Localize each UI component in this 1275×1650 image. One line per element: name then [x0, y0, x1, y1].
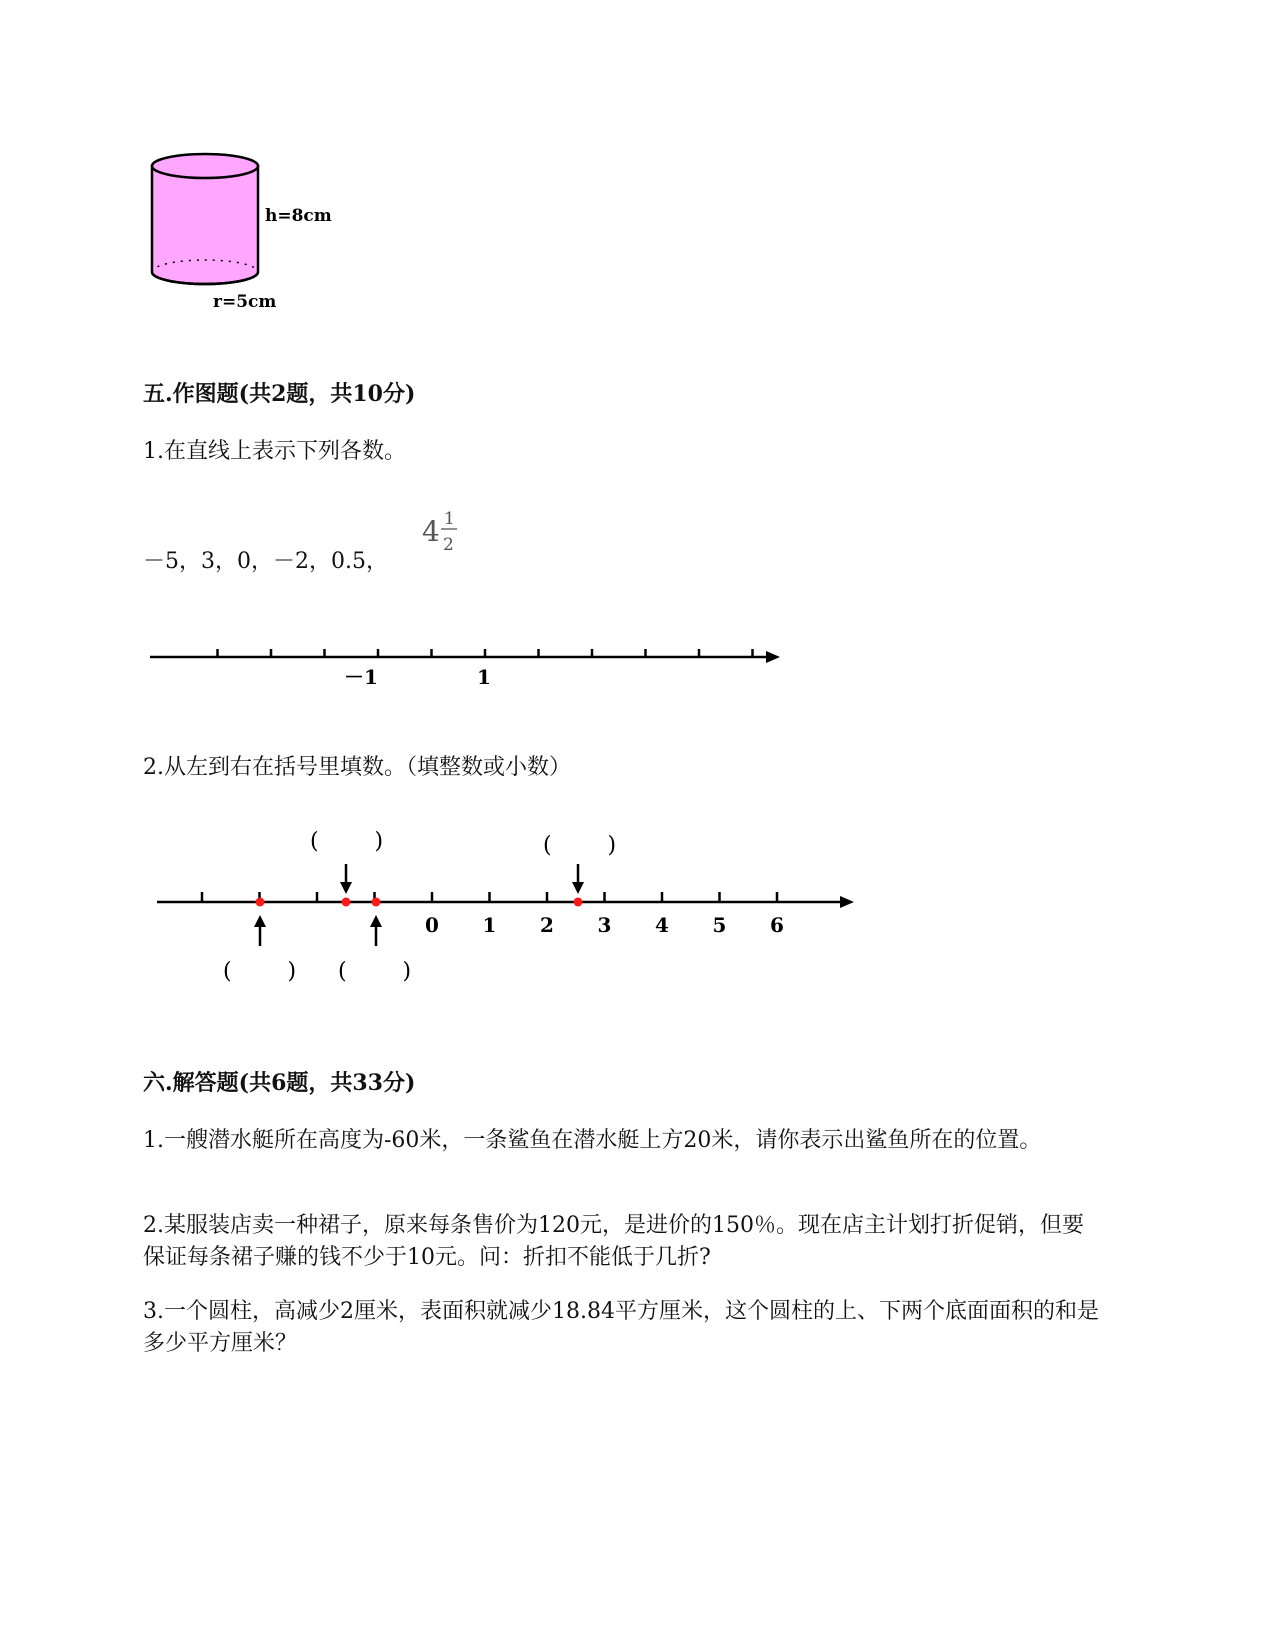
tick-label-neg1: －1 — [344, 665, 378, 689]
tick-label: 6 — [770, 913, 784, 937]
section5-heading: 五.作图题(共2题，共10分) — [143, 381, 416, 407]
number-line-2 — [150, 820, 870, 995]
tick-label-1: 1 — [477, 665, 491, 689]
cylinder-body — [152, 166, 258, 284]
section5-q1-prompt: 1.在直线上表示下列各数。 — [143, 439, 406, 464]
up-arrow-icon — [254, 915, 266, 946]
section5-q2-prompt: 2.从左到右在括号里填数。（填整数或小数） — [143, 755, 571, 780]
tick-label: 2 — [540, 913, 554, 937]
axis-arrow-icon — [766, 651, 780, 663]
down-arrow-icon — [572, 864, 584, 894]
section6-question-2: 2.某服装店卖一种裙子，原来每条售价为120元，是进价的150％。现在店主计划打折促销，但要保证每条裙子赚的钱不少于10元。问：折扣不能低于几折? — [143, 1213, 1084, 1270]
tick-label: 1 — [482, 913, 497, 937]
mixed-fraction-numerator: 1 — [444, 509, 455, 529]
point-marker — [574, 898, 583, 907]
axis-arrow-icon — [840, 896, 854, 908]
answer-bracket-top-1: ( ) — [310, 829, 384, 854]
mixed-fraction-denominator: 2 — [443, 535, 454, 555]
answer-bracket-top-2: ( ) — [543, 833, 617, 858]
mixed-fraction — [415, 504, 465, 556]
section6-heading: 六.解答题(共6题，共33分) — [143, 1070, 416, 1096]
tick-label: 4 — [655, 913, 669, 937]
tick-label: 0 — [425, 913, 439, 937]
tick-label: 3 — [597, 913, 612, 937]
down-arrow-icon — [340, 864, 352, 894]
number-line-1 — [140, 635, 800, 695]
cylinder-figure — [140, 145, 350, 320]
answer-bracket-bottom-1: ( ) — [223, 959, 297, 984]
cylinder-top-ellipse — [152, 154, 258, 178]
section6-question-1: 1.一艘潜水艇所在高度为-60米，一条鲨鱼在潜水艇上方20米，请你表示出鲨鱼所在的位置。 — [143, 1128, 1042, 1153]
up-arrow-icon — [370, 915, 382, 946]
point-marker — [372, 898, 381, 907]
section6-question-3: 3.一个圆柱，高减少2厘米，表面积就减少18.84平方厘米，这个圆柱的上、下两个底面面积的和是多少平方厘米？ — [143, 1299, 1099, 1356]
point-marker — [256, 898, 265, 907]
point-marker — [342, 898, 351, 907]
answer-bracket-bottom-2: ( ) — [338, 959, 412, 984]
mixed-fraction-whole: 4 — [422, 515, 440, 548]
tick-label: 5 — [712, 913, 727, 937]
radius-label: r=5cm — [213, 292, 277, 312]
height-label: h=8cm — [265, 206, 332, 226]
section5-q1-numbers: －5，3，0，－2，0.5， — [143, 549, 388, 574]
